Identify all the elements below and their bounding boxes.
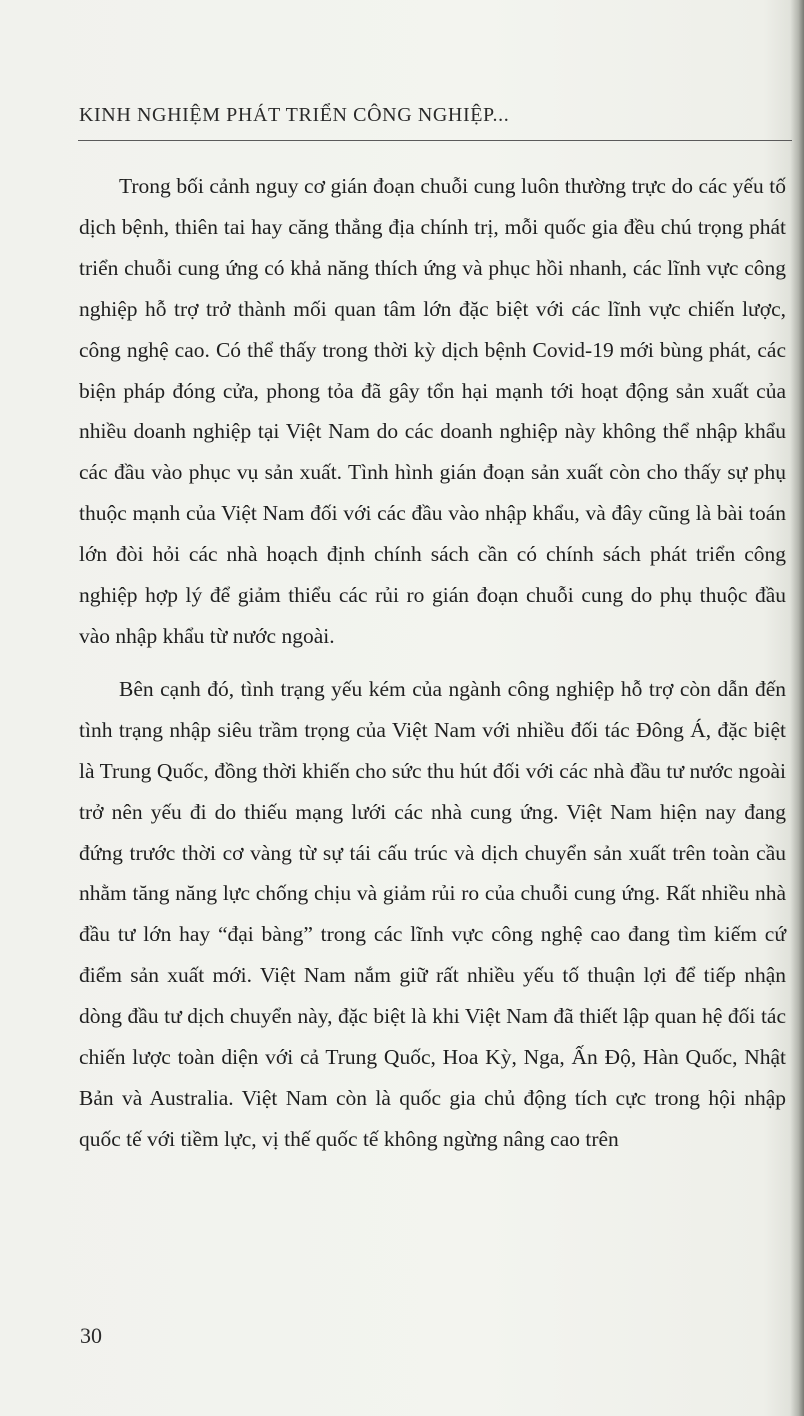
page-edge-shadow (790, 0, 804, 1416)
paragraph-1: Trong bối cảnh nguy cơ gián đoạn chuỗi cung luôn thường trực do các yếu tố dịch bệnh, thiên tai hay căng thẳng địa chính trị, mỗi quốc gia đều chú trọng phát triển chuỗi cung ứng có khả năng thích ứng và phục hồi nhanh, các lĩnh vực công nghiệp hỗ trợ trở thành mối quan tâm lớn đặc biệt với các lĩnh vực chiến lược, công nghệ cao. Có thể thấy trong thời kỳ dịch bệnh Covid-19 mới bùng phát, các biện pháp đóng cửa, phong tỏa đã gây tổn hại mạnh tới hoạt động sản xuất của nhiều doanh nghiệp tại Việt Nam do các doanh nghiệp này không thể nhập khẩu các đầu vào phục vụ sản xuất. Tình hình gián đoạn sản xuất còn cho thấy sự phụ thuộc mạnh của Việt Nam đối với các đầu vào nhập khẩu, và đây cũng là bài toán lớn đòi hỏi các nhà hoạch định chính sách cần có chính sách phát triển công nghiệp hợp lý để giảm thiểu các rủi ro gián đoạn chuỗi cung do phụ thuộc đầu vào nhập khẩu từ nước ngoài. (79, 174, 786, 648)
body-text (79, 166, 786, 1160)
paragraph-2: Bên cạnh đó, tình trạng yếu kém của ngành công nghiệp hỗ trợ còn dẫn đến tình trạng nhập siêu trầm trọng của Việt Nam với nhiều đối tác Đông Á, đặc biệt là Trung Quốc, đồng thời khiến cho sức thu hút đối với các nhà đầu tư nước ngoài trở nên yếu đi do thiếu mạng lưới các nhà cung ứng. Việt Nam hiện nay đang đứng trước thời cơ vàng từ sự tái cấu trúc và dịch chuyển sản xuất trên toàn cầu nhằm tăng năng lực chống chịu và giảm rủi ro của chuỗi cung ứng. Rất nhiều nhà đầu tư lớn hay “đại bàng” trong các lĩnh vực công nghệ cao đang tìm kiếm cứ điểm sản xuất mới. Việt Nam nắm giữ rất nhiều yếu tố thuận lợi để tiếp nhận dòng đầu tư dịch chuyển này, đặc biệt là khi Việt Nam đã thiết lập quan hệ đối tác chiến lược toàn diện với cả Trung Quốc, Hoa Kỳ, Nga, Ấn Độ, Hàn Quốc, Nhật Bản và Australia. Việt Nam còn là quốc gia chủ động tích cực trong hội nhập quốc tế với tiềm lực, vị thế quốc tế không ngừng nâng cao trên (79, 676, 786, 1151)
running-header: KINH NGHIỆM PHÁT TRIỂN CÔNG NGHIỆP... (79, 104, 510, 126)
page-number: 30 (80, 1323, 102, 1348)
header-rule (78, 140, 792, 141)
